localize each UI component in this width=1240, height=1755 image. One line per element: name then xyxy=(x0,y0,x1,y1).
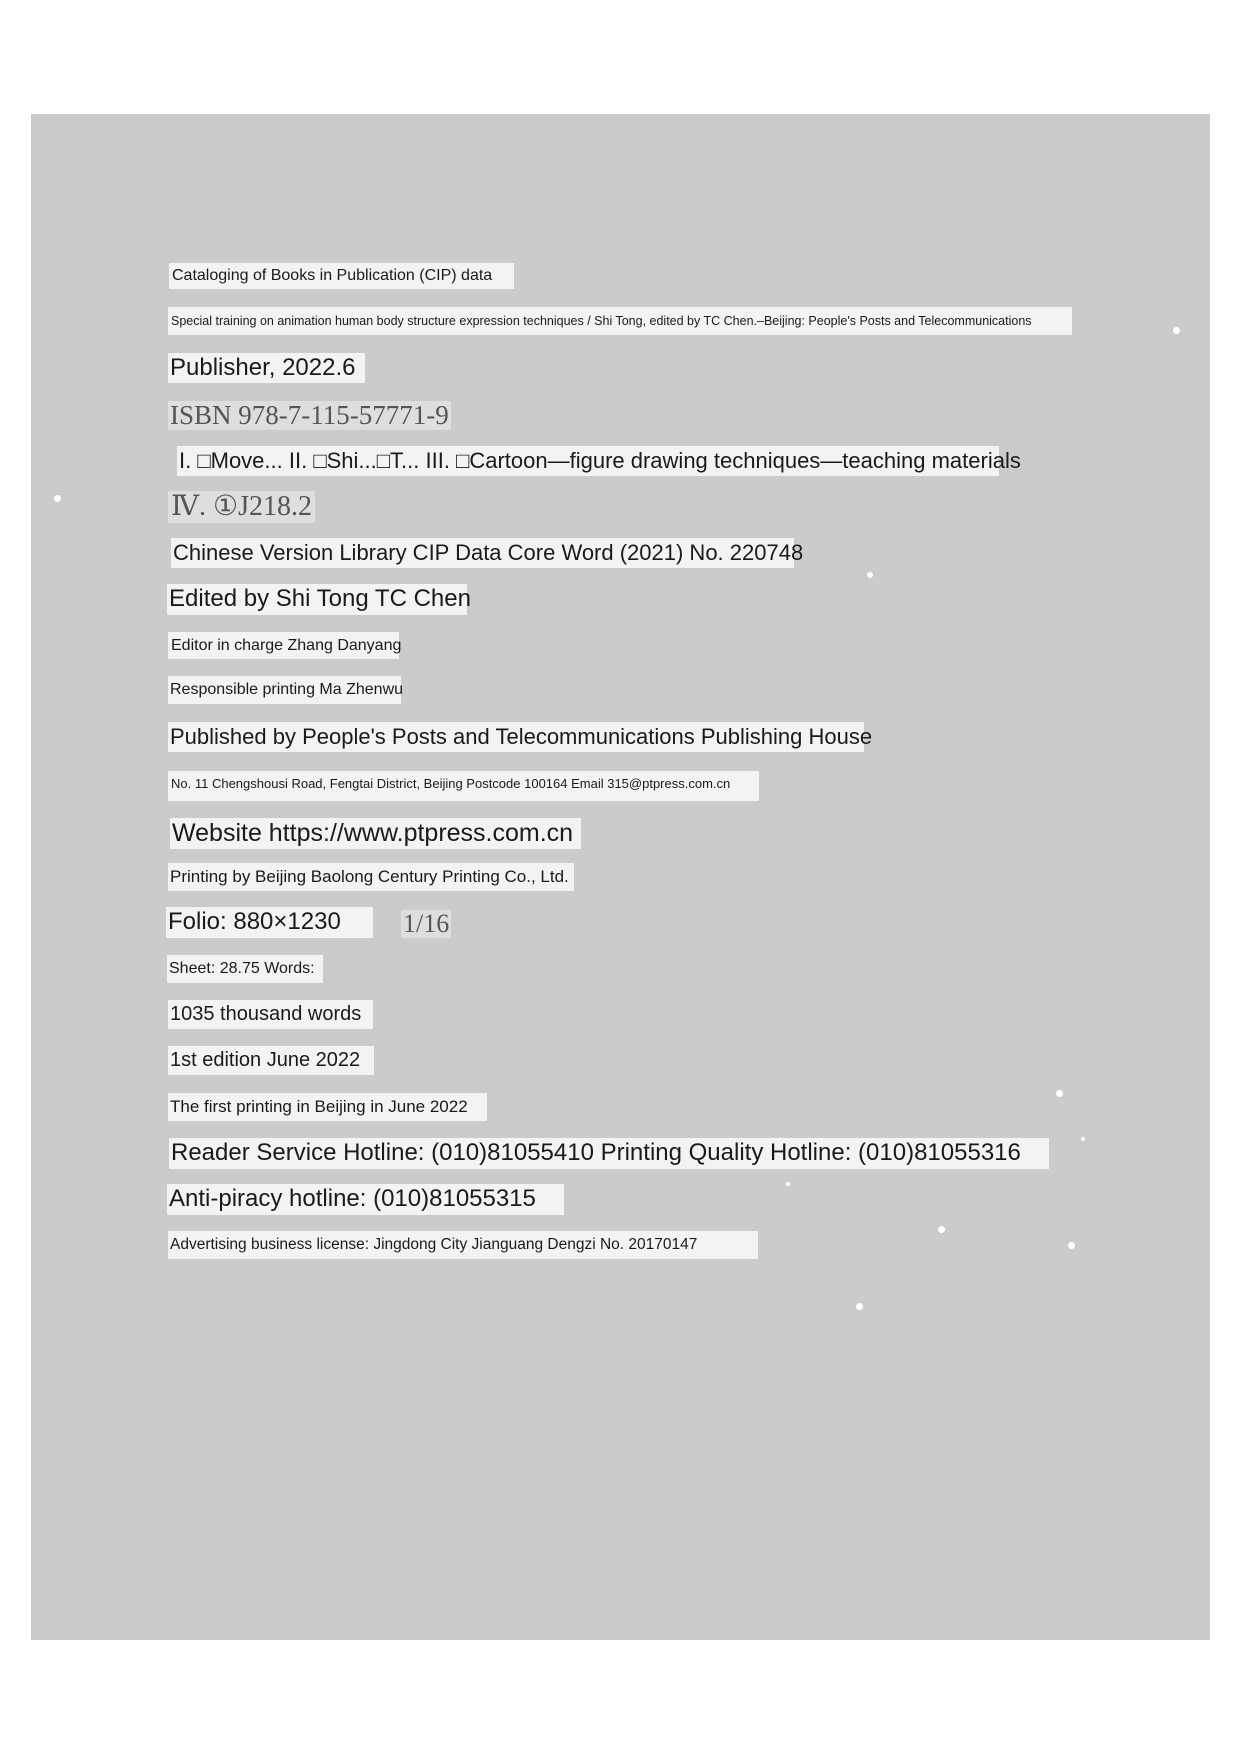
word-count: 1035 thousand words xyxy=(168,1000,373,1029)
cip-core-word: Chinese Version Library CIP Data Core Word (2021) No. 220748 xyxy=(171,538,794,568)
service-hotline: Reader Service Hotline: (010)81055410 Printing Quality Hotline: (010)81055316 xyxy=(169,1138,1049,1169)
address-email: No. 11 Chengshousi Road, Fengtai District, Beijing Postcode 100164 Email 315@ptpress.com.cn xyxy=(168,771,759,801)
edition: 1st edition June 2022 xyxy=(168,1046,374,1075)
speckle xyxy=(1068,1242,1075,1249)
speckle xyxy=(938,1226,945,1233)
cip-title: Cataloging of Books in Publication (CIP) data xyxy=(169,263,514,289)
speckle xyxy=(1173,327,1180,334)
edited-by: Edited by Shi Tong TC Chen xyxy=(167,584,467,615)
printing-by: Printing by Beijing Baolong Century Printing Co., Ltd. xyxy=(168,863,574,891)
website: Website https://www.ptpress.com.cn xyxy=(170,818,581,849)
subject-headings: I. □Move... II. □Shi...□T... III. □Cartoon—figure drawing techniques—teaching materials xyxy=(177,446,999,476)
folio-fraction: 1/16 xyxy=(403,909,450,938)
editor-in-charge: Editor in charge Zhang Danyang xyxy=(168,632,399,659)
sheet-words: Sheet: 28.75 Words: xyxy=(167,955,323,983)
published-by: Published by People's Posts and Telecommunications Publishing House xyxy=(168,722,864,752)
speckle xyxy=(867,572,873,578)
speckle xyxy=(1081,1137,1085,1141)
speckle xyxy=(54,495,61,502)
anti-piracy-hotline: Anti-piracy hotline: (010)81055315 xyxy=(167,1184,564,1215)
first-printing: The first printing in Beijing in June 2022 xyxy=(168,1093,487,1121)
book-title-line: Special training on animation human body structure expression techniques / Shi Tong, edited by TC Chen.–Beijing: People's Posts and Telecommunications xyxy=(168,307,1072,335)
speckle xyxy=(786,1182,790,1186)
speckle xyxy=(1056,1090,1063,1097)
responsible-printing: Responsible printing Ma Zhenwu xyxy=(168,676,401,704)
classification-number: Ⅳ. ①J218.2 xyxy=(168,491,315,523)
speckle xyxy=(856,1303,863,1310)
isbn: ISBN 978-7-115-57771-9 xyxy=(170,400,449,430)
advertising-license: Advertising business license: Jingdong City Jianguang Dengzi No. 20170147 xyxy=(168,1231,758,1259)
publisher-year: Publisher, 2022.6 xyxy=(168,353,365,383)
folio: Folio: 880×1230 xyxy=(166,907,373,938)
